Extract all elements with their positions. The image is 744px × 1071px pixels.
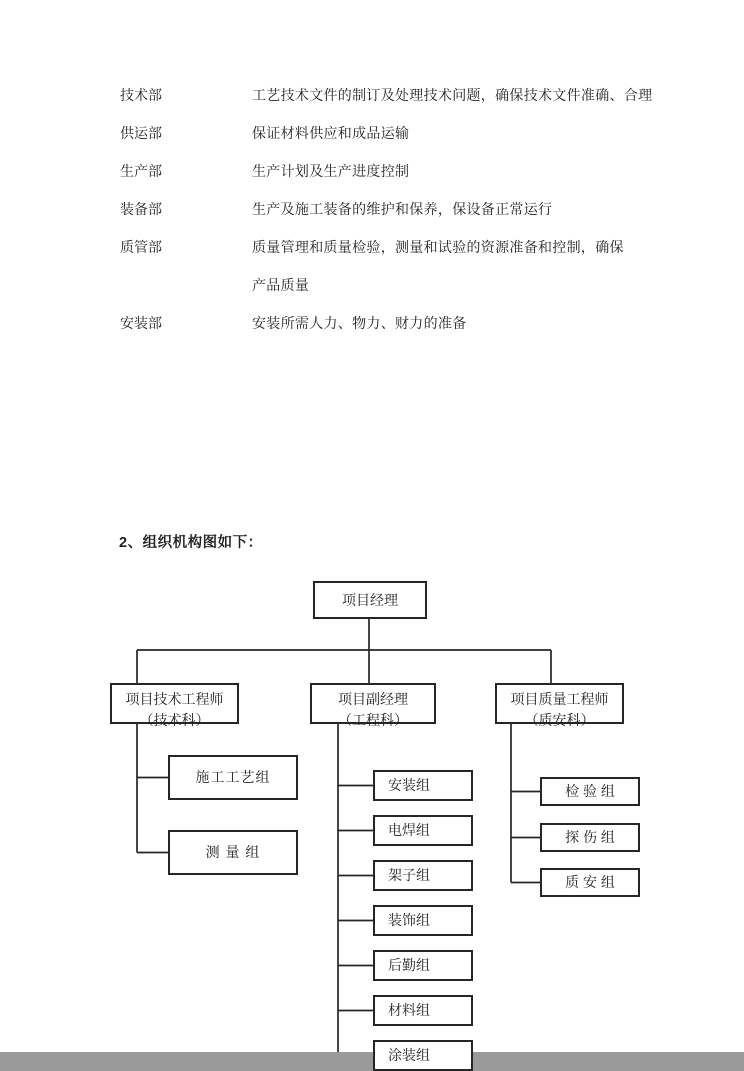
department-description: 安装所需人力、物力、财力的准备 [252, 315, 467, 331]
org-box-subtitle: （工程科） [338, 712, 408, 728]
org-box-subtitle: （质安科） [524, 712, 595, 728]
org-box-decoration-group: 装饰组 [373, 905, 473, 936]
department-name: 技术部 [120, 87, 162, 103]
department-description-line2: 产品质量 [252, 277, 310, 293]
department-name: 安装部 [120, 315, 162, 331]
department-row [120, 152, 710, 190]
department-row [120, 76, 710, 114]
department-name: 供运部 [120, 125, 162, 141]
department-description-line1: 质量管理和质量检验，测量和试验的资源准备和控制，确保 [252, 239, 624, 255]
department-description: 生产计划及生产进度控制 [252, 163, 410, 179]
org-box-painting-group: 涂装组 [373, 1040, 473, 1071]
org-box-title: 项目副经理 [338, 691, 408, 707]
department-description: 工艺技术文件的制订及处理技术问题，确保技术文件准确、合理 [252, 87, 653, 103]
org-box-install-group: 安装组 [373, 770, 473, 801]
org-box-construction-process-group: 施工工艺组 [168, 755, 298, 800]
org-box-scaffold-group: 架子组 [373, 860, 473, 891]
org-box-project-manager: 项目经理 [313, 581, 427, 619]
department-row [120, 114, 710, 152]
org-box-subtitle: （技术科） [139, 712, 210, 728]
org-box-survey-group: 测 量 组 [168, 830, 298, 875]
department-list [120, 76, 710, 342]
org-box-logistics-group: 后勤组 [373, 950, 473, 981]
department-name: 装备部 [120, 201, 162, 217]
org-box-title: 项目质量工程师 [510, 691, 609, 707]
department-name: 生产部 [120, 163, 162, 179]
org-box-welding-group: 电焊组 [373, 815, 473, 846]
department-row [120, 304, 710, 342]
org-box-title: 项目技术工程师 [125, 691, 224, 707]
org-box-project-quality-engineer [495, 683, 624, 728]
org-box-material-group: 材料组 [373, 995, 473, 1026]
department-name: 质管部 [120, 239, 162, 255]
org-box-quality-safety-group: 质 安 组 [540, 868, 640, 897]
org-box-flaw-detection-group: 探 伤 组 [540, 823, 640, 852]
section-heading: 2、组织机构图如下： [119, 535, 263, 551]
org-box-project-tech-engineer [110, 683, 239, 728]
department-description: 保证材料供应和成品运输 [252, 125, 410, 141]
org-box-inspection-group: 检 验 组 [540, 777, 640, 806]
department-description: 生产及施工装备的维护和保养，保设备正常运行 [252, 201, 553, 217]
department-row [120, 190, 710, 228]
org-box-deputy-project-manager [310, 683, 436, 728]
department-description [252, 228, 710, 304]
department-row [120, 228, 710, 304]
